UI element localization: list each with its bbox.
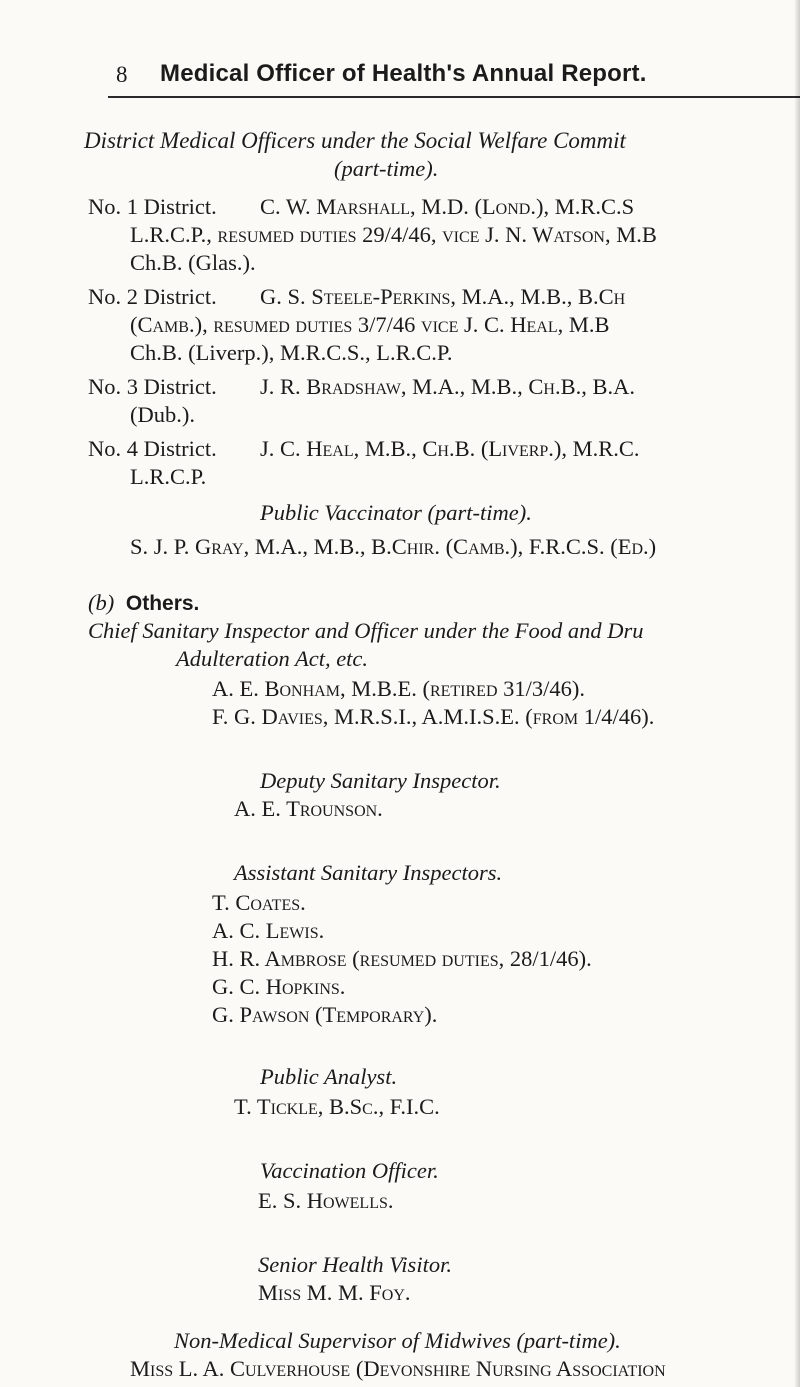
assistant-name-4: G. C. Hopkins. [212, 974, 346, 999]
midwives-name: Miss L. A. Culverhouse (Devonshire Nursing Association [130, 1356, 666, 1381]
district-2-line1: G. S. Steele-Perkins, M.A., M.B., B.Ch [260, 284, 626, 309]
district-4-line2: L.R.C.P. [130, 464, 207, 489]
district-1-line3: Ch.B. (Glas.). [130, 250, 256, 275]
vaccination-officer-name: E. S. Howells. [258, 1188, 394, 1213]
vaccination-officer-heading: Vaccination Officer. [260, 1158, 439, 1183]
district-officers-subheading: (part-time). [334, 156, 439, 181]
senior-visitor-name: Miss M. M. Foy. [258, 1280, 411, 1305]
assistant-name-1: T. Coates. [212, 890, 306, 915]
others-heading-row [88, 590, 199, 616]
others-marker: (b) [88, 590, 115, 615]
chief-inspector-name-1: A. E. Bonham, M.B.E. (retired 31/3/46). [212, 676, 585, 701]
header-rule [108, 96, 800, 98]
analyst-name: T. Tickle, B.Sc., F.I.C. [234, 1094, 440, 1119]
assistant-name-5: G. Pawson (Temporary). [212, 1002, 438, 1027]
assistant-name-3: H. R. Ambrose (resumed duties, 28/1/46). [212, 946, 592, 971]
analyst-heading: Public Analyst. [260, 1064, 398, 1089]
district-2-line2: (Camb.), resumed duties 3/7/46 vice J. C. Heal, M.B [130, 312, 610, 337]
district-4-label: No. 4 District. [88, 436, 217, 461]
district-3-label: No. 3 District. [88, 374, 217, 399]
vaccinator-name: S. J. P. Gray, M.A., M.B., B.Chir. (Camb.), F.R.C.S. (Ed.) [130, 534, 657, 559]
senior-visitor-heading: Senior Health Visitor. [258, 1252, 452, 1277]
others-heading: Others. [125, 592, 200, 615]
chief-inspector-heading-2: Adulteration Act, etc. [176, 646, 369, 671]
district-1-line2: L.R.C.P., resumed duties 29/4/46, vice J. N. Watson, M.B [130, 222, 657, 247]
district-3-line2: (Dub.). [130, 402, 195, 427]
district-2-label: No. 2 District. [88, 284, 217, 309]
midwives-heading: Non-Medical Supervisor of Midwives (part-time). [174, 1328, 621, 1353]
assistant-name-2: A. C. Lewis. [212, 918, 325, 943]
district-4-line1: J. C. Heal, M.B., Ch.B. (Liverp.), M.R.C. [260, 436, 640, 461]
deputy-name: A. E. Trounson. [234, 796, 383, 821]
chief-inspector-name-2: F. G. Davies, M.R.S.I., A.M.I.S.E. (from 1/4/46). [212, 704, 655, 729]
page-edge-shadow [794, 0, 800, 1387]
chief-inspector-heading-1: Chief Sanitary Inspector and Officer under the Food and Dru [88, 618, 644, 643]
district-officers-heading: District Medical Officers under the Social Welfare Commit [84, 128, 626, 153]
district-3-line1: J. R. Bradshaw, M.A., M.B., Ch.B., B.A. [260, 374, 635, 399]
district-2-line3: Ch.B. (Liverp.), M.R.C.S., L.R.C.P. [130, 340, 453, 365]
page-number: 8 [116, 62, 128, 87]
running-title: Medical Officer of Health's Annual Report. [160, 60, 647, 87]
district-1-label: No. 1 District. [88, 194, 217, 219]
district-1-line1: C. W. Marshall, M.D. (Lond.), M.R.C.S [260, 194, 635, 219]
vaccinator-heading: Public Vaccinator (part-time). [260, 500, 532, 525]
deputy-heading: Deputy Sanitary Inspector. [260, 768, 501, 793]
assistants-heading: Assistant Sanitary Inspectors. [234, 860, 503, 885]
